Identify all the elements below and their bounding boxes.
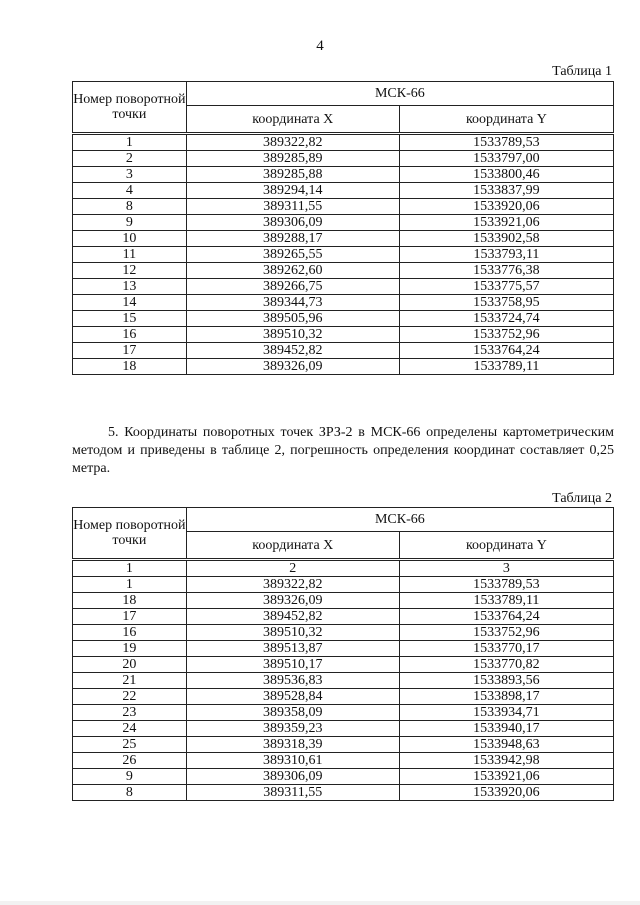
coordinate-y-cell: 1533902,58 <box>399 231 613 247</box>
coordinate-y-cell: 1533789,11 <box>399 593 613 609</box>
table2-header-x: координата X <box>186 532 399 560</box>
point-number-cell: 10 <box>73 231 187 247</box>
coordinate-x-cell: 389326,09 <box>186 359 399 375</box>
coordinate-x-cell: 389505,96 <box>186 311 399 327</box>
coordinate-x-cell: 389510,32 <box>186 625 399 641</box>
coordinate-y-cell: 1533800,46 <box>399 167 613 183</box>
table1-row <box>73 279 614 295</box>
table1-row <box>73 231 614 247</box>
table1-row <box>73 167 614 183</box>
table2-row <box>73 689 614 705</box>
table2-row <box>73 785 614 801</box>
table2-row <box>73 721 614 737</box>
coordinate-y-cell: 1533921,06 <box>399 769 613 785</box>
coordinate-y-cell: 1533837,99 <box>399 183 613 199</box>
table2-row <box>73 560 614 577</box>
coordinate-y-cell: 3 <box>399 560 613 577</box>
coordinate-x-cell: 2 <box>186 560 399 577</box>
coordinate-x-cell: 389510,17 <box>186 657 399 673</box>
table2-row <box>73 641 614 657</box>
point-number-cell: 18 <box>73 359 187 375</box>
table2-row <box>73 609 614 625</box>
coordinate-x-cell: 389513,87 <box>186 641 399 657</box>
point-number-cell: 18 <box>73 593 187 609</box>
coordinate-y-cell: 1533776,38 <box>399 263 613 279</box>
coordinate-y-cell: 1533934,71 <box>399 705 613 721</box>
coordinate-y-cell: 1533898,17 <box>399 689 613 705</box>
point-number-cell: 19 <box>73 641 187 657</box>
coordinate-x-cell: 389266,75 <box>186 279 399 295</box>
coordinate-y-cell: 1533770,17 <box>399 641 613 657</box>
table1-row <box>73 311 614 327</box>
table2-row <box>73 705 614 721</box>
table1-row <box>73 295 614 311</box>
table1-header-y: координата Y <box>399 106 613 134</box>
point-number-cell: 11 <box>73 247 187 263</box>
coordinate-x-cell: 389306,09 <box>186 769 399 785</box>
point-number-cell: 13 <box>73 279 187 295</box>
scan-edge <box>0 901 640 905</box>
point-number-cell: 12 <box>73 263 187 279</box>
page-number: 4 <box>316 38 324 54</box>
coordinate-y-cell: 1533724,74 <box>399 311 613 327</box>
table1-header-system: МСК-66 <box>186 82 613 106</box>
point-number-cell: 1 <box>73 560 187 577</box>
table2-caption: Таблица 2 <box>552 491 612 506</box>
table2 <box>72 507 614 801</box>
coordinate-x-cell: 389510,32 <box>186 327 399 343</box>
coordinate-x-cell: 389528,84 <box>186 689 399 705</box>
table1-row <box>73 327 614 343</box>
table1-row <box>73 343 614 359</box>
point-number-cell: 8 <box>73 785 187 801</box>
table2-row <box>73 769 614 785</box>
coordinate-x-cell: 389322,82 <box>186 134 399 151</box>
point-number-cell: 22 <box>73 689 187 705</box>
point-number-cell: 25 <box>73 737 187 753</box>
point-number-cell: 26 <box>73 753 187 769</box>
point-number-cell: 9 <box>73 769 187 785</box>
table1-row <box>73 151 614 167</box>
coordinate-y-cell: 1533920,06 <box>399 785 613 801</box>
coordinate-x-cell: 389265,55 <box>186 247 399 263</box>
point-number-cell: 21 <box>73 673 187 689</box>
coordinate-y-cell: 1533789,11 <box>399 359 613 375</box>
table1-row <box>73 263 614 279</box>
point-number-cell: 23 <box>73 705 187 721</box>
table2-header-y: координата Y <box>399 532 613 560</box>
coordinate-y-cell: 1533764,24 <box>399 609 613 625</box>
coordinate-x-cell: 389294,14 <box>186 183 399 199</box>
table2-row <box>73 577 614 593</box>
table1-caption: Таблица 1 <box>552 64 612 79</box>
coordinate-x-cell: 389285,88 <box>186 167 399 183</box>
coordinate-y-cell: 1533920,06 <box>399 199 613 215</box>
coordinate-x-cell: 389358,09 <box>186 705 399 721</box>
table1-header-point: Номер поворотной точки <box>73 82 187 134</box>
coordinate-x-cell: 389359,23 <box>186 721 399 737</box>
table1-body <box>73 134 614 375</box>
table1-header-x: координата X <box>186 106 399 134</box>
table2-body <box>73 560 614 801</box>
table1 <box>72 81 614 375</box>
coordinate-y-cell: 1533797,00 <box>399 151 613 167</box>
table2-row <box>73 593 614 609</box>
point-number-cell: 14 <box>73 295 187 311</box>
coordinate-y-cell: 1533764,24 <box>399 343 613 359</box>
point-number-cell: 3 <box>73 167 187 183</box>
table1-row <box>73 215 614 231</box>
point-number-cell: 17 <box>73 609 187 625</box>
table1-row <box>73 359 614 375</box>
point-number-cell: 2 <box>73 151 187 167</box>
coordinate-x-cell: 389318,39 <box>186 737 399 753</box>
coordinate-y-cell: 1533921,06 <box>399 215 613 231</box>
coordinate-y-cell: 1533942,98 <box>399 753 613 769</box>
point-number-cell: 15 <box>73 311 187 327</box>
point-number-cell: 9 <box>73 215 187 231</box>
coordinate-x-cell: 389452,82 <box>186 343 399 359</box>
coordinate-x-cell: 389322,82 <box>186 577 399 593</box>
coordinate-x-cell: 389262,60 <box>186 263 399 279</box>
coordinate-y-cell: 1533758,95 <box>399 295 613 311</box>
point-number-cell: 16 <box>73 327 187 343</box>
point-number-cell: 24 <box>73 721 187 737</box>
table2-row <box>73 753 614 769</box>
coordinate-y-cell: 1533789,53 <box>399 134 613 151</box>
coordinate-x-cell: 389536,83 <box>186 673 399 689</box>
point-number-cell: 1 <box>73 577 187 593</box>
coordinate-y-cell: 1533752,96 <box>399 625 613 641</box>
coordinate-x-cell: 389306,09 <box>186 215 399 231</box>
coordinate-x-cell: 389311,55 <box>186 785 399 801</box>
coordinate-x-cell: 389326,09 <box>186 593 399 609</box>
table1-row <box>73 134 614 151</box>
table1-row <box>73 247 614 263</box>
coordinate-y-cell: 1533893,56 <box>399 673 613 689</box>
table2-row <box>73 673 614 689</box>
coordinate-y-cell: 1533940,17 <box>399 721 613 737</box>
coordinate-y-cell: 1533770,82 <box>399 657 613 673</box>
table2-row <box>73 657 614 673</box>
coordinate-x-cell: 389285,89 <box>186 151 399 167</box>
table1-row <box>73 183 614 199</box>
coordinate-y-cell: 1533948,63 <box>399 737 613 753</box>
point-number-cell: 20 <box>73 657 187 673</box>
table2-row <box>73 625 614 641</box>
coordinate-y-cell: 1533775,57 <box>399 279 613 295</box>
coordinate-x-cell: 389311,55 <box>186 199 399 215</box>
coordinate-x-cell: 389452,82 <box>186 609 399 625</box>
point-number-cell: 4 <box>73 183 187 199</box>
point-number-cell: 8 <box>73 199 187 215</box>
coordinate-y-cell: 1533752,96 <box>399 327 613 343</box>
coordinate-x-cell: 389310,61 <box>186 753 399 769</box>
coordinate-y-cell: 1533789,53 <box>399 577 613 593</box>
paragraph-5-text: 5. Координаты поворотных точек ЗРЗ-2 в МСК-66 определены картометрическим методом и приведены в таблице 2, погрешность определения координат составляет 0,25 метра. <box>72 425 614 476</box>
point-number-cell: 1 <box>73 134 187 151</box>
table1-row <box>73 199 614 215</box>
coordinate-x-cell: 389288,17 <box>186 231 399 247</box>
table2-header-system: МСК-66 <box>186 508 613 532</box>
coordinate-x-cell: 389344,73 <box>186 295 399 311</box>
paragraph-5 <box>72 424 614 478</box>
point-number-cell: 17 <box>73 343 187 359</box>
table2-header-point: Номер поворотной точки <box>73 508 187 560</box>
coordinate-y-cell: 1533793,11 <box>399 247 613 263</box>
point-number-cell: 16 <box>73 625 187 641</box>
table2-row <box>73 737 614 753</box>
